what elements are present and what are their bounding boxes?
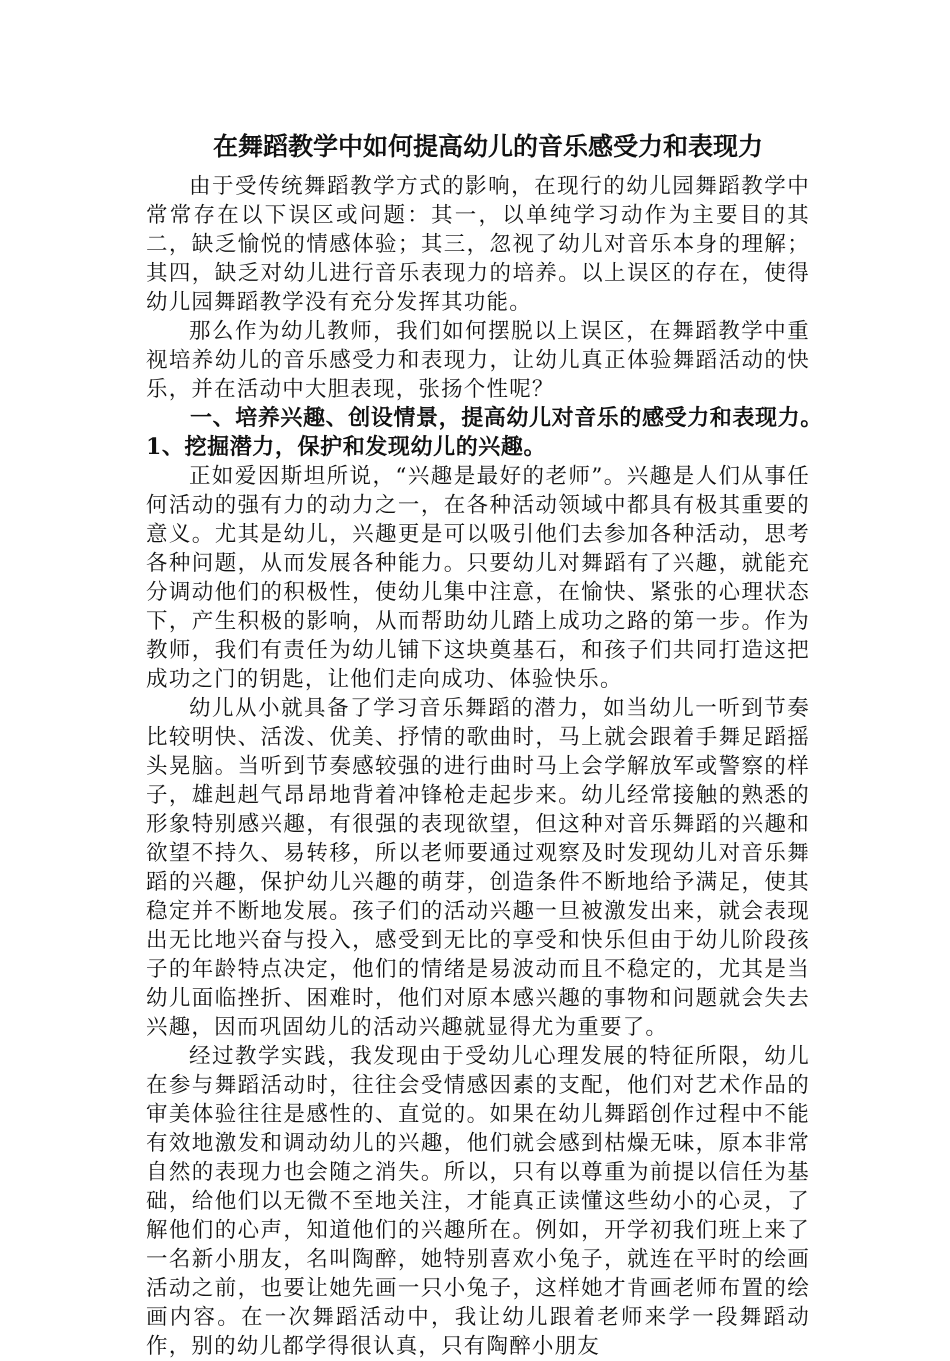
subsection-heading: 1、挖掘潜力，保护和发现幼儿的兴趣。	[146, 434, 547, 460]
section-heading: 一、培养兴趣、创设情景，提高幼儿对音乐的感受力和表现力。	[190, 405, 823, 431]
body-paragraph-practice: 经过教学实践，我发现由于受幼儿心理发展的特征所限，幼儿在参与舞蹈活动时，往往会受情感因素的支配，他们对艺术作品的审美体验往往是感性的、直觉的。如果在幼儿舞蹈创作过程中不能有效地激发和调动幼儿的兴趣，他们就会感到枯燥无味，原本非常自然的表现力也会随之消失。所以，只有以尊重为前提以信任为基础，给他们以无微不至地关注，才能真正读懂这些幼小的心灵，了解他们的心声，知道他们的兴趣所在。例如，开学初我们班上来了一名新小朋友，名叫陶醉，她特别喜欢小兔子，就连在平时的绘画活动之前，也要让她先画一只小兔子，这样她才肯画老师布置的绘画内容。在一次舞蹈活动中，我让幼儿跟着老师来学一段舞蹈动作，别的幼儿都学得很认真，只有陶醉小朋友	[146, 1044, 810, 1359]
document-page	[146, 126, 823, 1361]
question-paragraph: 那么作为幼儿教师，我们如何摆脱以上误区，在舞蹈教学中重视培养幼儿的音乐感受力和表现力，让幼儿真正体验舞蹈活动的快乐，并在活动中大胆表现，张扬个性呢？	[146, 319, 810, 402]
intro-paragraph: 由于受传统舞蹈教学方式的影响，在现行的幼儿园舞蹈教学中常常存在以下误区或问题：其一，以单纯学习动作为主要目的其二，缺乏愉悦的情感体验；其三，忽视了幼儿对音乐本身的理解；其四，缺乏对幼儿进行音乐表现力的培养。以上误区的存在，使得幼儿园舞蹈教学没有充分发挥其功能。	[146, 174, 810, 315]
document-title: 在舞蹈教学中如何提高幼儿的音乐感受力和表现力	[212, 132, 763, 161]
body-paragraph-potential: 幼儿从小就具备了学习音乐舞蹈的潜力，如当幼儿一听到节奏比较明快、活泼、优美、抒情的歌曲时，马上就会跟着手舞足蹈摇头晃脑。当听到节奏感较强的进行曲时马上会学解放军或警察的样子，雄赳赳气昂昂地背着冲锋枪走起步来。幼儿经常接触的熟悉的形象特别感兴趣，有很强的表现欲望，但这种对音乐舞蹈的兴趣和欲望不持久、易转移，所以老师要通过观察及时发现幼儿对音乐舞蹈的兴趣，保护幼儿兴趣的萌芽，创造条件不断地给予满足，使其稳定并不断地发展。孩子们的活动兴趣一旦被激发出来，就会表现出无比地兴奋与投入，感受到无比的享受和快乐但由于幼儿阶段孩子的年龄特点决定，他们的情绪是易波动而且不稳定的，尤其是当幼儿面临挫折、困难时，他们对原本感兴趣的事物和问题就会失去兴趣，因而巩固幼儿的活动兴趣就显得尤为重要了。	[146, 696, 810, 1040]
body-paragraph-interest: 正如爱因斯坦所说，“兴趣是最好的老师”。兴趣是人们从事任何活动的强有力的动力之一，在各种活动领域中都具有极其重要的意义。尤其是幼儿，兴趣更是可以吸引他们去参加各种活动，思考各种问题，从而发展各种能力。只要幼儿对舞蹈有了兴趣，就能充分调动他们的积极性，使幼儿集中注意，在愉快、紧张的心理状态下，产生积极的影响，从而帮助幼儿踏上成功之路的第一步。作为教师，我们有责任为幼儿铺下这块奠基石，和孩子们共同打造这把成功之门的钥匙，让他们走向成功、体验快乐。	[146, 464, 810, 692]
